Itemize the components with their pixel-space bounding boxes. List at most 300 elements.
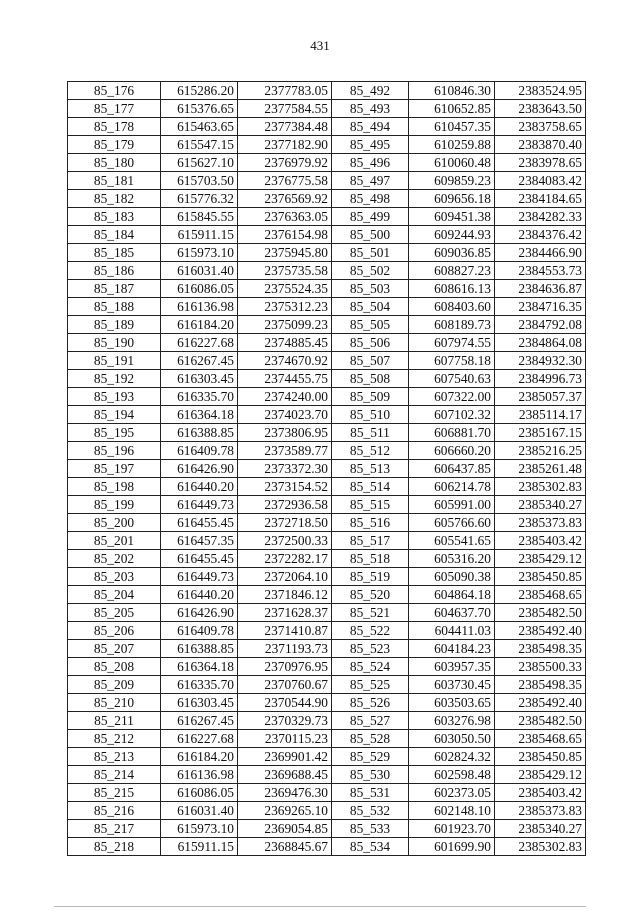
point-id-right: 85_514 [332, 478, 409, 496]
point-id-right: 85_498 [332, 190, 409, 208]
table-row [68, 550, 586, 568]
table-row [68, 730, 586, 748]
x-coord-right: 605541.65 [409, 532, 495, 550]
y-coord-right: 2385340.27 [495, 820, 586, 838]
point-id-right: 85_527 [332, 712, 409, 730]
y-coord-right: 2383978.65 [495, 154, 586, 172]
x-coord-right: 606881.70 [409, 424, 495, 442]
point-id-left: 85_193 [68, 388, 161, 406]
table-row [68, 118, 586, 136]
x-coord-right: 602373.05 [409, 784, 495, 802]
y-coord-right: 2385057.37 [495, 388, 586, 406]
table-row [68, 352, 586, 370]
x-coord-left: 616364.18 [161, 406, 238, 424]
table-row [68, 568, 586, 586]
x-coord-right: 607322.00 [409, 388, 495, 406]
x-coord-right: 603276.98 [409, 712, 495, 730]
y-coord-left: 2372500.33 [238, 532, 332, 550]
point-id-right: 85_511 [332, 424, 409, 442]
x-coord-left: 616426.90 [161, 460, 238, 478]
y-coord-left: 2377182.90 [238, 136, 332, 154]
point-id-left: 85_184 [68, 226, 161, 244]
x-coord-left: 616086.05 [161, 280, 238, 298]
point-id-right: 85_507 [332, 352, 409, 370]
x-coord-left: 615286.20 [161, 82, 238, 100]
point-id-right: 85_512 [332, 442, 409, 460]
y-coord-right: 2384792.08 [495, 316, 586, 334]
y-coord-left: 2372936.58 [238, 496, 332, 514]
point-id-left: 85_212 [68, 730, 161, 748]
point-id-left: 85_190 [68, 334, 161, 352]
point-id-left: 85_203 [68, 568, 161, 586]
x-coord-left: 616409.78 [161, 622, 238, 640]
x-coord-right: 610060.48 [409, 154, 495, 172]
x-coord-left: 615845.55 [161, 208, 238, 226]
point-id-right: 85_518 [332, 550, 409, 568]
point-id-left: 85_217 [68, 820, 161, 838]
point-id-left: 85_194 [68, 406, 161, 424]
x-coord-right: 606214.78 [409, 478, 495, 496]
x-coord-left: 615973.10 [161, 244, 238, 262]
y-coord-right: 2384636.87 [495, 280, 586, 298]
x-coord-right: 608616.13 [409, 280, 495, 298]
point-id-right: 85_521 [332, 604, 409, 622]
table-row [68, 658, 586, 676]
table-row [68, 316, 586, 334]
table-row [68, 532, 586, 550]
page-number: 431 [310, 38, 330, 53]
x-coord-left: 616184.20 [161, 748, 238, 766]
point-id-left: 85_202 [68, 550, 161, 568]
point-id-right: 85_531 [332, 784, 409, 802]
x-coord-right: 605316.20 [409, 550, 495, 568]
point-id-right: 85_534 [332, 838, 409, 856]
x-coord-right: 605991.00 [409, 496, 495, 514]
y-coord-left: 2370544.90 [238, 694, 332, 712]
y-coord-right: 2385429.12 [495, 550, 586, 568]
y-coord-right: 2385167.15 [495, 424, 586, 442]
point-id-right: 85_519 [332, 568, 409, 586]
x-coord-right: 603957.35 [409, 658, 495, 676]
point-id-right: 85_510 [332, 406, 409, 424]
point-id-left: 85_192 [68, 370, 161, 388]
x-coord-right: 610259.88 [409, 136, 495, 154]
x-coord-right: 610457.35 [409, 118, 495, 136]
point-id-left: 85_178 [68, 118, 161, 136]
point-id-left: 85_209 [68, 676, 161, 694]
point-id-left: 85_181 [68, 172, 161, 190]
table-row [68, 424, 586, 442]
x-coord-left: 615703.50 [161, 172, 238, 190]
y-coord-left: 2374455.75 [238, 370, 332, 388]
point-id-left: 85_189 [68, 316, 161, 334]
y-coord-right: 2385114.17 [495, 406, 586, 424]
point-id-right: 85_517 [332, 532, 409, 550]
x-coord-left: 616457.35 [161, 532, 238, 550]
x-coord-right: 604637.70 [409, 604, 495, 622]
table-row [68, 748, 586, 766]
y-coord-left: 2375945.80 [238, 244, 332, 262]
x-coord-left: 616303.45 [161, 694, 238, 712]
table-row [68, 604, 586, 622]
point-id-right: 85_513 [332, 460, 409, 478]
y-coord-right: 2385429.12 [495, 766, 586, 784]
x-coord-right: 602824.32 [409, 748, 495, 766]
point-id-right: 85_520 [332, 586, 409, 604]
point-id-right: 85_500 [332, 226, 409, 244]
table-row [68, 784, 586, 802]
y-coord-right: 2385302.83 [495, 838, 586, 856]
y-coord-right: 2383643.50 [495, 100, 586, 118]
y-coord-left: 2371410.87 [238, 622, 332, 640]
point-id-right: 85_509 [332, 388, 409, 406]
y-coord-left: 2369054.85 [238, 820, 332, 838]
x-coord-left: 616136.98 [161, 766, 238, 784]
point-id-left: 85_176 [68, 82, 161, 100]
table-row [68, 586, 586, 604]
x-coord-right: 609859.23 [409, 172, 495, 190]
x-coord-right: 605766.60 [409, 514, 495, 532]
x-coord-right: 602148.10 [409, 802, 495, 820]
x-coord-right: 608403.60 [409, 298, 495, 316]
x-coord-right: 607758.18 [409, 352, 495, 370]
x-coord-left: 616267.45 [161, 712, 238, 730]
point-id-right: 85_505 [332, 316, 409, 334]
x-coord-left: 616388.85 [161, 424, 238, 442]
y-coord-right: 2385492.40 [495, 694, 586, 712]
y-coord-left: 2372064.10 [238, 568, 332, 586]
x-coord-left: 615627.10 [161, 154, 238, 172]
table-row [68, 766, 586, 784]
table-row [68, 154, 586, 172]
x-coord-left: 615376.65 [161, 100, 238, 118]
point-id-left: 85_201 [68, 532, 161, 550]
y-coord-left: 2371193.73 [238, 640, 332, 658]
x-coord-right: 609036.85 [409, 244, 495, 262]
y-coord-left: 2376569.92 [238, 190, 332, 208]
y-coord-left: 2377584.55 [238, 100, 332, 118]
y-coord-right: 2385450.85 [495, 568, 586, 586]
point-id-left: 85_185 [68, 244, 161, 262]
y-coord-left: 2376979.92 [238, 154, 332, 172]
table-row [68, 208, 586, 226]
point-id-left: 85_196 [68, 442, 161, 460]
point-id-left: 85_214 [68, 766, 161, 784]
y-coord-right: 2384996.73 [495, 370, 586, 388]
x-coord-right: 603503.65 [409, 694, 495, 712]
x-coord-left: 616227.68 [161, 730, 238, 748]
y-coord-right: 2385261.48 [495, 460, 586, 478]
point-id-right: 85_508 [332, 370, 409, 388]
y-coord-left: 2369688.45 [238, 766, 332, 784]
y-coord-left: 2376775.58 [238, 172, 332, 190]
y-coord-left: 2373806.95 [238, 424, 332, 442]
point-id-right: 85_532 [332, 802, 409, 820]
x-coord-left: 616031.40 [161, 802, 238, 820]
coordinates-table [67, 81, 586, 856]
x-coord-right: 609656.18 [409, 190, 495, 208]
y-coord-right: 2385500.33 [495, 658, 586, 676]
table-row [68, 622, 586, 640]
x-coord-right: 604184.23 [409, 640, 495, 658]
table-row [68, 334, 586, 352]
point-id-right: 85_528 [332, 730, 409, 748]
x-coord-left: 616364.18 [161, 658, 238, 676]
y-coord-right: 2385302.83 [495, 478, 586, 496]
point-id-left: 85_206 [68, 622, 161, 640]
y-coord-left: 2376363.05 [238, 208, 332, 226]
y-coord-left: 2368845.67 [238, 838, 332, 856]
table-row [68, 100, 586, 118]
table-row [68, 442, 586, 460]
y-coord-left: 2374023.70 [238, 406, 332, 424]
point-id-left: 85_199 [68, 496, 161, 514]
x-coord-right: 608189.73 [409, 316, 495, 334]
point-id-left: 85_216 [68, 802, 161, 820]
x-coord-left: 615776.32 [161, 190, 238, 208]
x-coord-left: 616086.05 [161, 784, 238, 802]
y-coord-left: 2374670.92 [238, 352, 332, 370]
point-id-left: 85_186 [68, 262, 161, 280]
y-coord-left: 2372718.50 [238, 514, 332, 532]
x-coord-right: 609244.93 [409, 226, 495, 244]
table-row [68, 280, 586, 298]
y-coord-right: 2383524.95 [495, 82, 586, 100]
table-row [68, 226, 586, 244]
y-coord-left: 2375099.23 [238, 316, 332, 334]
x-coord-left: 616455.45 [161, 550, 238, 568]
y-coord-left: 2370329.73 [238, 712, 332, 730]
y-coord-left: 2377783.05 [238, 82, 332, 100]
y-coord-right: 2384466.90 [495, 244, 586, 262]
x-coord-right: 603730.45 [409, 676, 495, 694]
x-coord-right: 610652.85 [409, 100, 495, 118]
y-coord-left: 2377384.48 [238, 118, 332, 136]
point-id-left: 85_211 [68, 712, 161, 730]
y-coord-right: 2384864.08 [495, 334, 586, 352]
x-coord-left: 616440.20 [161, 586, 238, 604]
x-coord-left: 616426.90 [161, 604, 238, 622]
y-coord-left: 2375312.23 [238, 298, 332, 316]
x-coord-right: 607540.63 [409, 370, 495, 388]
point-id-left: 85_182 [68, 190, 161, 208]
point-id-left: 85_200 [68, 514, 161, 532]
table-row [68, 802, 586, 820]
point-id-right: 85_496 [332, 154, 409, 172]
y-coord-left: 2369265.10 [238, 802, 332, 820]
x-coord-left: 616303.45 [161, 370, 238, 388]
y-coord-right: 2384932.30 [495, 352, 586, 370]
y-coord-left: 2372282.17 [238, 550, 332, 568]
point-id-right: 85_501 [332, 244, 409, 262]
table-row [68, 820, 586, 838]
y-coord-right: 2385498.35 [495, 676, 586, 694]
x-coord-left: 616440.20 [161, 478, 238, 496]
y-coord-right: 2385403.42 [495, 532, 586, 550]
table-row [68, 244, 586, 262]
point-id-right: 85_497 [332, 172, 409, 190]
y-coord-left: 2375735.58 [238, 262, 332, 280]
point-id-right: 85_522 [332, 622, 409, 640]
table-row [68, 136, 586, 154]
table-row [68, 496, 586, 514]
point-id-left: 85_183 [68, 208, 161, 226]
y-coord-left: 2370115.23 [238, 730, 332, 748]
table-row [68, 190, 586, 208]
table-row [68, 406, 586, 424]
x-coord-right: 607974.55 [409, 334, 495, 352]
y-coord-right: 2385216.25 [495, 442, 586, 460]
x-coord-right: 602598.48 [409, 766, 495, 784]
point-id-right: 85_506 [332, 334, 409, 352]
point-id-left: 85_207 [68, 640, 161, 658]
y-coord-left: 2369476.30 [238, 784, 332, 802]
x-coord-left: 616409.78 [161, 442, 238, 460]
y-coord-left: 2375524.35 [238, 280, 332, 298]
x-coord-right: 604411.03 [409, 622, 495, 640]
x-coord-left: 616449.73 [161, 496, 238, 514]
y-coord-right: 2383870.40 [495, 136, 586, 154]
x-coord-left: 616455.45 [161, 514, 238, 532]
table-row [68, 514, 586, 532]
x-coord-left: 615547.15 [161, 136, 238, 154]
point-id-right: 85_503 [332, 280, 409, 298]
y-coord-left: 2374240.00 [238, 388, 332, 406]
table-row [68, 388, 586, 406]
x-coord-left: 616031.40 [161, 262, 238, 280]
x-coord-left: 616136.98 [161, 298, 238, 316]
y-coord-right: 2384184.65 [495, 190, 586, 208]
x-coord-right: 606437.85 [409, 460, 495, 478]
x-coord-right: 603050.50 [409, 730, 495, 748]
y-coord-right: 2385373.83 [495, 514, 586, 532]
y-coord-right: 2385482.50 [495, 712, 586, 730]
y-coord-right: 2385450.85 [495, 748, 586, 766]
x-coord-left: 615911.15 [161, 226, 238, 244]
point-id-left: 85_179 [68, 136, 161, 154]
point-id-right: 85_492 [332, 82, 409, 100]
point-id-left: 85_204 [68, 586, 161, 604]
table-row [68, 838, 586, 856]
x-coord-right: 607102.32 [409, 406, 495, 424]
point-id-left: 85_218 [68, 838, 161, 856]
x-coord-left: 615973.10 [161, 820, 238, 838]
y-coord-right: 2384282.33 [495, 208, 586, 226]
table-row [68, 676, 586, 694]
y-coord-left: 2374885.45 [238, 334, 332, 352]
y-coord-left: 2370976.95 [238, 658, 332, 676]
x-coord-right: 601923.70 [409, 820, 495, 838]
table-row [68, 478, 586, 496]
table-row [68, 82, 586, 100]
y-coord-right: 2385468.65 [495, 730, 586, 748]
x-coord-right: 608827.23 [409, 262, 495, 280]
x-coord-left: 615463.65 [161, 118, 238, 136]
point-id-right: 85_494 [332, 118, 409, 136]
y-coord-right: 2384083.42 [495, 172, 586, 190]
y-coord-left: 2369901.42 [238, 748, 332, 766]
point-id-right: 85_523 [332, 640, 409, 658]
point-id-left: 85_188 [68, 298, 161, 316]
table-row [68, 640, 586, 658]
point-id-right: 85_515 [332, 496, 409, 514]
page-bottom-rule [54, 906, 586, 907]
x-coord-left: 615911.15 [161, 838, 238, 856]
point-id-right: 85_499 [332, 208, 409, 226]
y-coord-right: 2385492.40 [495, 622, 586, 640]
y-coord-right: 2385340.27 [495, 496, 586, 514]
y-coord-right: 2385373.83 [495, 802, 586, 820]
point-id-left: 85_198 [68, 478, 161, 496]
y-coord-left: 2370760.67 [238, 676, 332, 694]
table-row [68, 712, 586, 730]
point-id-left: 85_210 [68, 694, 161, 712]
x-coord-right: 610846.30 [409, 82, 495, 100]
point-id-left: 85_195 [68, 424, 161, 442]
y-coord-left: 2371846.12 [238, 586, 332, 604]
point-id-left: 85_177 [68, 100, 161, 118]
table-row [68, 460, 586, 478]
point-id-left: 85_205 [68, 604, 161, 622]
table-row [68, 370, 586, 388]
y-coord-right: 2385403.42 [495, 784, 586, 802]
point-id-right: 85_526 [332, 694, 409, 712]
point-id-right: 85_524 [332, 658, 409, 676]
y-coord-right: 2384716.35 [495, 298, 586, 316]
point-id-right: 85_533 [332, 820, 409, 838]
table-row [68, 172, 586, 190]
x-coord-right: 604864.18 [409, 586, 495, 604]
point-id-right: 85_495 [332, 136, 409, 154]
point-id-right: 85_529 [332, 748, 409, 766]
y-coord-right: 2384553.73 [495, 262, 586, 280]
table-row [68, 262, 586, 280]
y-coord-right: 2385468.65 [495, 586, 586, 604]
y-coord-right: 2385498.35 [495, 640, 586, 658]
y-coord-right: 2384376.42 [495, 226, 586, 244]
point-id-left: 85_187 [68, 280, 161, 298]
x-coord-left: 616388.85 [161, 640, 238, 658]
y-coord-right: 2385482.50 [495, 604, 586, 622]
x-coord-left: 616335.70 [161, 676, 238, 694]
table-row [68, 298, 586, 316]
x-coord-right: 605090.38 [409, 568, 495, 586]
point-id-left: 85_208 [68, 658, 161, 676]
y-coord-left: 2373589.77 [238, 442, 332, 460]
x-coord-left: 616449.73 [161, 568, 238, 586]
point-id-right: 85_502 [332, 262, 409, 280]
x-coord-right: 601699.90 [409, 838, 495, 856]
point-id-right: 85_525 [332, 676, 409, 694]
point-id-right: 85_493 [332, 100, 409, 118]
table-row [68, 694, 586, 712]
y-coord-left: 2371628.37 [238, 604, 332, 622]
point-id-right: 85_530 [332, 766, 409, 784]
x-coord-left: 616227.68 [161, 334, 238, 352]
point-id-right: 85_516 [332, 514, 409, 532]
x-coord-left: 616267.45 [161, 352, 238, 370]
point-id-left: 85_215 [68, 784, 161, 802]
x-coord-right: 606660.20 [409, 442, 495, 460]
x-coord-right: 609451.38 [409, 208, 495, 226]
point-id-left: 85_213 [68, 748, 161, 766]
y-coord-right: 2383758.65 [495, 118, 586, 136]
point-id-left: 85_180 [68, 154, 161, 172]
point-id-left: 85_197 [68, 460, 161, 478]
x-coord-left: 616335.70 [161, 388, 238, 406]
point-id-left: 85_191 [68, 352, 161, 370]
point-id-right: 85_504 [332, 298, 409, 316]
